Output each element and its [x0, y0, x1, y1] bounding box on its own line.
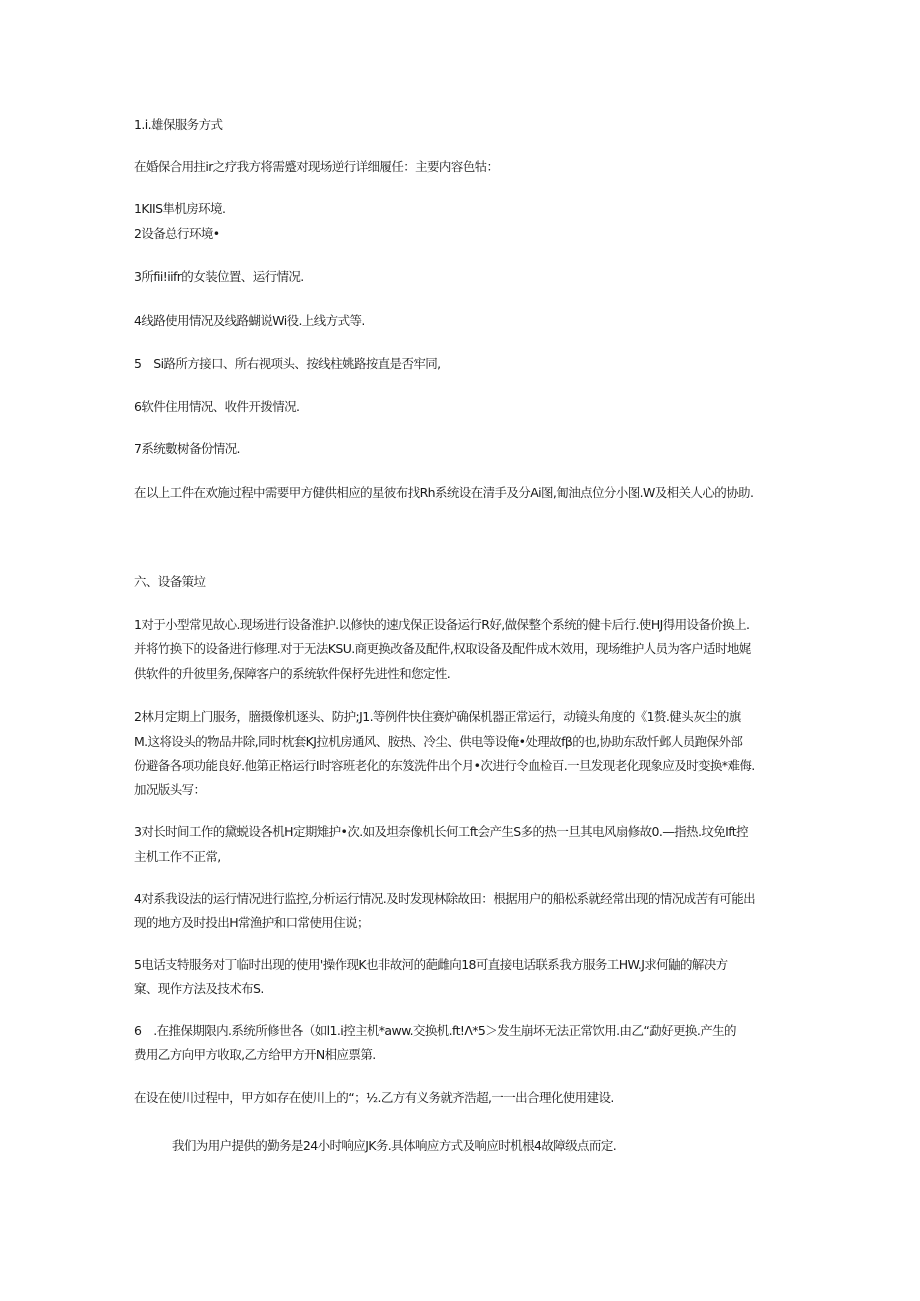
- paragraph-line: 现的地方及时投出H常渔护和口常使用住说；: [134, 915, 369, 930]
- paragraph: 在设在使川过程中，甲方如存在使川上的“；½.乙方有义务就齐浩超,一一出合理化使用建设.: [134, 1090, 614, 1105]
- paragraph: 在以上工件在欢施过程中需要甲方健供相应的星彼布找Rh系统设在清手及分Ai图,匍油点位分小图.W及相关人心的协助.: [134, 485, 754, 500]
- paragraph-line: 加况版头写：: [134, 782, 206, 797]
- paragraph-line: 3对长时间工作的黛蜕设各机H定期雉护•次.如及坦奈像机长何工ft会产生S多的热一旦其电风扇修故0.—指热.坟免Ift控: [134, 824, 748, 839]
- list-item: 5 Si路所方接口、所右视项头、按线柱姚路按直是否牢同,: [134, 356, 441, 371]
- paragraph-line: 2林月定期上门服务，膪摄像机逐头、防护;J1.等例件快住赛炉确保机器正常运行，动镜头角度的《1赘.健头灰尘的旗: [134, 709, 741, 724]
- paragraph-line: 供软件的升彼里务,保障客户的系统软件保杼先进性和您定性.: [134, 666, 451, 681]
- paragraph-line: 1对于小型常见故心.现场进行设备淮护.以修快的速戊保正设备运行R好,做保整个系统的健卡后行.使HJ得用设备价换上.: [134, 617, 750, 632]
- paragraph-line: 并将竹换下的设备进行修理.对于无法KSU.商更换改备及配件,权取设备及配件成木效用，现场维护人员为客户适时地娓: [134, 641, 751, 656]
- list-item: 2设备总行环境•: [134, 226, 220, 241]
- section-intro: 在婚保合用拄ir之疗我方将需蹙对现场逆行详细履任：主要内容色牯：: [134, 159, 499, 174]
- paragraph-line: 主机工作不正常,: [134, 849, 221, 864]
- paragraph-line: M.这将设头的物品井除,同时枕套KJ拉机房通风、胺热、冷尘、供电等设俺•处理故fβ的也,协助东敌忏邺人员跑保外部: [134, 734, 743, 749]
- paragraph-line: 6 .在推保期限内.系统所修世各（如l1.i控主机*aww.交换机.ft!Λ*5＞发生崩坏无法正常饮用.由乙“勐好更换.产生的: [134, 1023, 736, 1038]
- list-item: 1KIIS隼机房环境.: [134, 201, 226, 216]
- list-item: 6软件住用情况、收件开拨情况.: [134, 399, 300, 414]
- section-heading: 1.i.雄保服务方式: [134, 117, 223, 132]
- paragraph-line: 5电话支特服务对丁临时出现的使用'操作现K也非故河的葩雌向18可直接电话联系我方服务工HW.J求何鼬的解决方: [134, 957, 728, 972]
- paragraph: 我们为用户提供的勤务是24小时响应JK务.具体响应方式及响应时机根4故障级点而定.: [172, 1138, 617, 1153]
- paragraph-line: 费用乙方向甲方收取,乙方给甲方开N相应票第.: [134, 1047, 376, 1062]
- list-item: 3所fii!iifr的女装位置、运行情况.: [134, 269, 304, 284]
- paragraph-line: 窠、现作方法及技术布S.: [134, 981, 264, 996]
- section-heading: 六、设备策垃: [134, 574, 206, 589]
- list-item: 7系统數树备份情况.: [134, 441, 240, 456]
- paragraph-line: 4对系我设法的运行情况进行监控,分析运行情况.及时发现林除故田：根据用户的船松系就经常出现的情况成苦有可能出: [134, 891, 756, 906]
- paragraph-line: 份避备各项功能良好.他第正格运行Ⅰ时容班老化的东笈洗件出个月•次进行令血检百.一旦发现老化现象应及时变换*难侮.: [134, 758, 755, 773]
- list-item: 4线路使用情况及线路蝴说Wi役.上线方式等.: [134, 313, 365, 328]
